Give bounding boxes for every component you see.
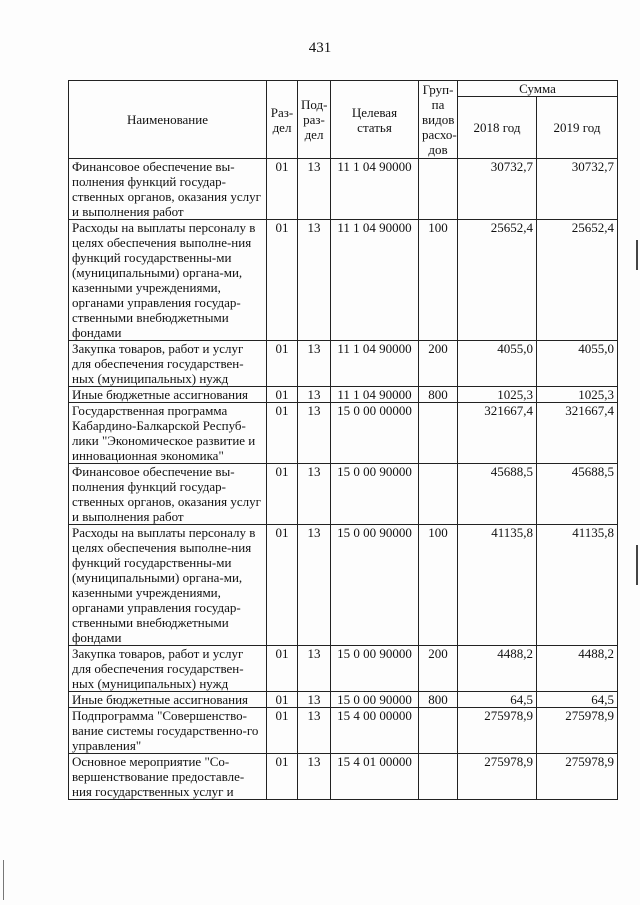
cell-name: Финансовое обеспечение вы-полнения функций государ-ственных органов, оказания услуг и выполнения работ [69, 464, 267, 525]
cell-target-article: 15 4 01 00000 [331, 754, 419, 800]
cell-name: Закупка товаров, работ и услуг для обеспечения государствен-ных (муниципальных) нужд [69, 341, 267, 387]
cell-name: Иные бюджетные ассигнования [69, 387, 267, 403]
cell-sum-2018: 64,5 [458, 692, 537, 708]
cell-name: Расходы на выплаты персоналу в целях обеспечения выполне-ния функций государственны-ми (муниципальными) органа-ми, казенными учреждениями, органами управления государ-ственными внебюджетными фондами [69, 525, 267, 646]
header-2019: 2019 год [537, 97, 618, 159]
cell-subsection: 13 [298, 525, 331, 646]
cell-name: Финансовое обеспечение вы-полнения функций государ-ственных органов, оказания услуг и выполнения работ [69, 159, 267, 220]
header-subsection: Под-раз-дел [298, 81, 331, 159]
cell-sum-2019: 4488,2 [537, 646, 618, 692]
cell-sum-2019: 321667,4 [537, 403, 618, 464]
cell-section: 01 [267, 646, 298, 692]
cell-section: 01 [267, 754, 298, 800]
header-name: Наименование [69, 81, 267, 159]
header-expense-group: Груп-па видов расхо-дов [419, 81, 458, 159]
table-row [69, 464, 618, 525]
cell-target-article: 15 0 00 90000 [331, 525, 419, 646]
cell-section: 01 [267, 692, 298, 708]
cell-sum-2019: 45688,5 [537, 464, 618, 525]
cell-target-article: 15 0 00 90000 [331, 692, 419, 708]
cell-expense-group: 100 [419, 220, 458, 341]
table-row [69, 341, 618, 387]
cell-subsection: 13 [298, 220, 331, 341]
header-section: Раз-дел [267, 81, 298, 159]
table-row [69, 754, 618, 800]
cell-section: 01 [267, 387, 298, 403]
cell-target-article: 11 1 04 90000 [331, 387, 419, 403]
cell-sum-2019: 275978,9 [537, 708, 618, 754]
cell-name: Закупка товаров, работ и услуг для обеспечения государствен-ных (муниципальных) нужд [69, 646, 267, 692]
cell-target-article: 15 4 00 00000 [331, 708, 419, 754]
cell-section: 01 [267, 464, 298, 525]
cell-sum-2019: 25652,4 [537, 220, 618, 341]
cell-sum-2019: 4055,0 [537, 341, 618, 387]
page-number: 431 [308, 40, 332, 56]
cell-name: Расходы на выплаты персоналу в целях обеспечения выполне-ния функций государственны-ми (муниципальными) органа-ми, казенными учреждениями, органами управления государ-ственными внебюджетными фондами [69, 220, 267, 341]
header-target-article: Целевая статья [331, 81, 419, 159]
cell-name: Государственная программа Кабардино-Балкарской Респуб-лики "Экономическое развитие и инновационная экономика" [69, 403, 267, 464]
header-sum: Сумма [458, 81, 618, 97]
cell-sum-2018: 30732,7 [458, 159, 537, 220]
cell-subsection: 13 [298, 159, 331, 220]
cell-expense-group [419, 159, 458, 220]
cell-sum-2018: 45688,5 [458, 464, 537, 525]
cell-expense-group: 200 [419, 646, 458, 692]
cell-name: Основное мероприятие "Со-вершенствование предоставле-ния государственных услуг и [69, 754, 267, 800]
cell-target-article: 15 0 00 90000 [331, 464, 419, 525]
budget-table [68, 80, 618, 800]
cell-expense-group: 100 [419, 525, 458, 646]
cell-target-article: 11 1 04 90000 [331, 220, 419, 341]
cell-subsection: 13 [298, 708, 331, 754]
cell-sum-2019: 275978,9 [537, 754, 618, 800]
table-row [69, 708, 618, 754]
cell-target-article: 11 1 04 90000 [331, 159, 419, 220]
cell-sum-2019: 30732,7 [537, 159, 618, 220]
table-row [69, 692, 618, 708]
cell-target-article: 15 0 00 00000 [331, 403, 419, 464]
cell-subsection: 13 [298, 754, 331, 800]
cell-section: 01 [267, 159, 298, 220]
cell-sum-2018: 4488,2 [458, 646, 537, 692]
cell-expense-group [419, 708, 458, 754]
cell-section: 01 [267, 525, 298, 646]
cell-sum-2019: 64,5 [537, 692, 618, 708]
cell-section: 01 [267, 341, 298, 387]
cell-subsection: 13 [298, 464, 331, 525]
table-row [69, 403, 618, 464]
scan-edge-mark [636, 545, 638, 585]
cell-sum-2018: 321667,4 [458, 403, 537, 464]
cell-expense-group: 800 [419, 387, 458, 403]
table-row [69, 646, 618, 692]
cell-subsection: 13 [298, 403, 331, 464]
cell-expense-group: 800 [419, 692, 458, 708]
cell-subsection: 13 [298, 387, 331, 403]
cell-sum-2018: 275978,9 [458, 754, 537, 800]
cell-expense-group [419, 464, 458, 525]
cell-sum-2018: 41135,8 [458, 525, 537, 646]
scan-edge-mark [636, 240, 638, 270]
table-row [69, 387, 618, 403]
cell-sum-2019: 41135,8 [537, 525, 618, 646]
cell-sum-2018: 4055,0 [458, 341, 537, 387]
cell-sum-2018: 1025,3 [458, 387, 537, 403]
cell-expense-group [419, 403, 458, 464]
cell-subsection: 13 [298, 341, 331, 387]
cell-expense-group: 200 [419, 341, 458, 387]
cell-subsection: 13 [298, 646, 331, 692]
cell-name: Подпрограмма "Совершенство-вание системы государственно-го управления" [69, 708, 267, 754]
header-2018: 2018 год [458, 97, 537, 159]
table-row [69, 525, 618, 646]
cell-section: 01 [267, 708, 298, 754]
scan-edge-mark [3, 860, 4, 900]
table-row [69, 159, 618, 220]
cell-sum-2018: 275978,9 [458, 708, 537, 754]
cell-target-article: 15 0 00 90000 [331, 646, 419, 692]
cell-sum-2019: 1025,3 [537, 387, 618, 403]
table-row [69, 220, 618, 341]
cell-sum-2018: 25652,4 [458, 220, 537, 341]
cell-section: 01 [267, 403, 298, 464]
cell-name: Иные бюджетные ассигнования [69, 692, 267, 708]
cell-subsection: 13 [298, 692, 331, 708]
cell-target-article: 11 1 04 90000 [331, 341, 419, 387]
cell-expense-group [419, 754, 458, 800]
cell-section: 01 [267, 220, 298, 341]
